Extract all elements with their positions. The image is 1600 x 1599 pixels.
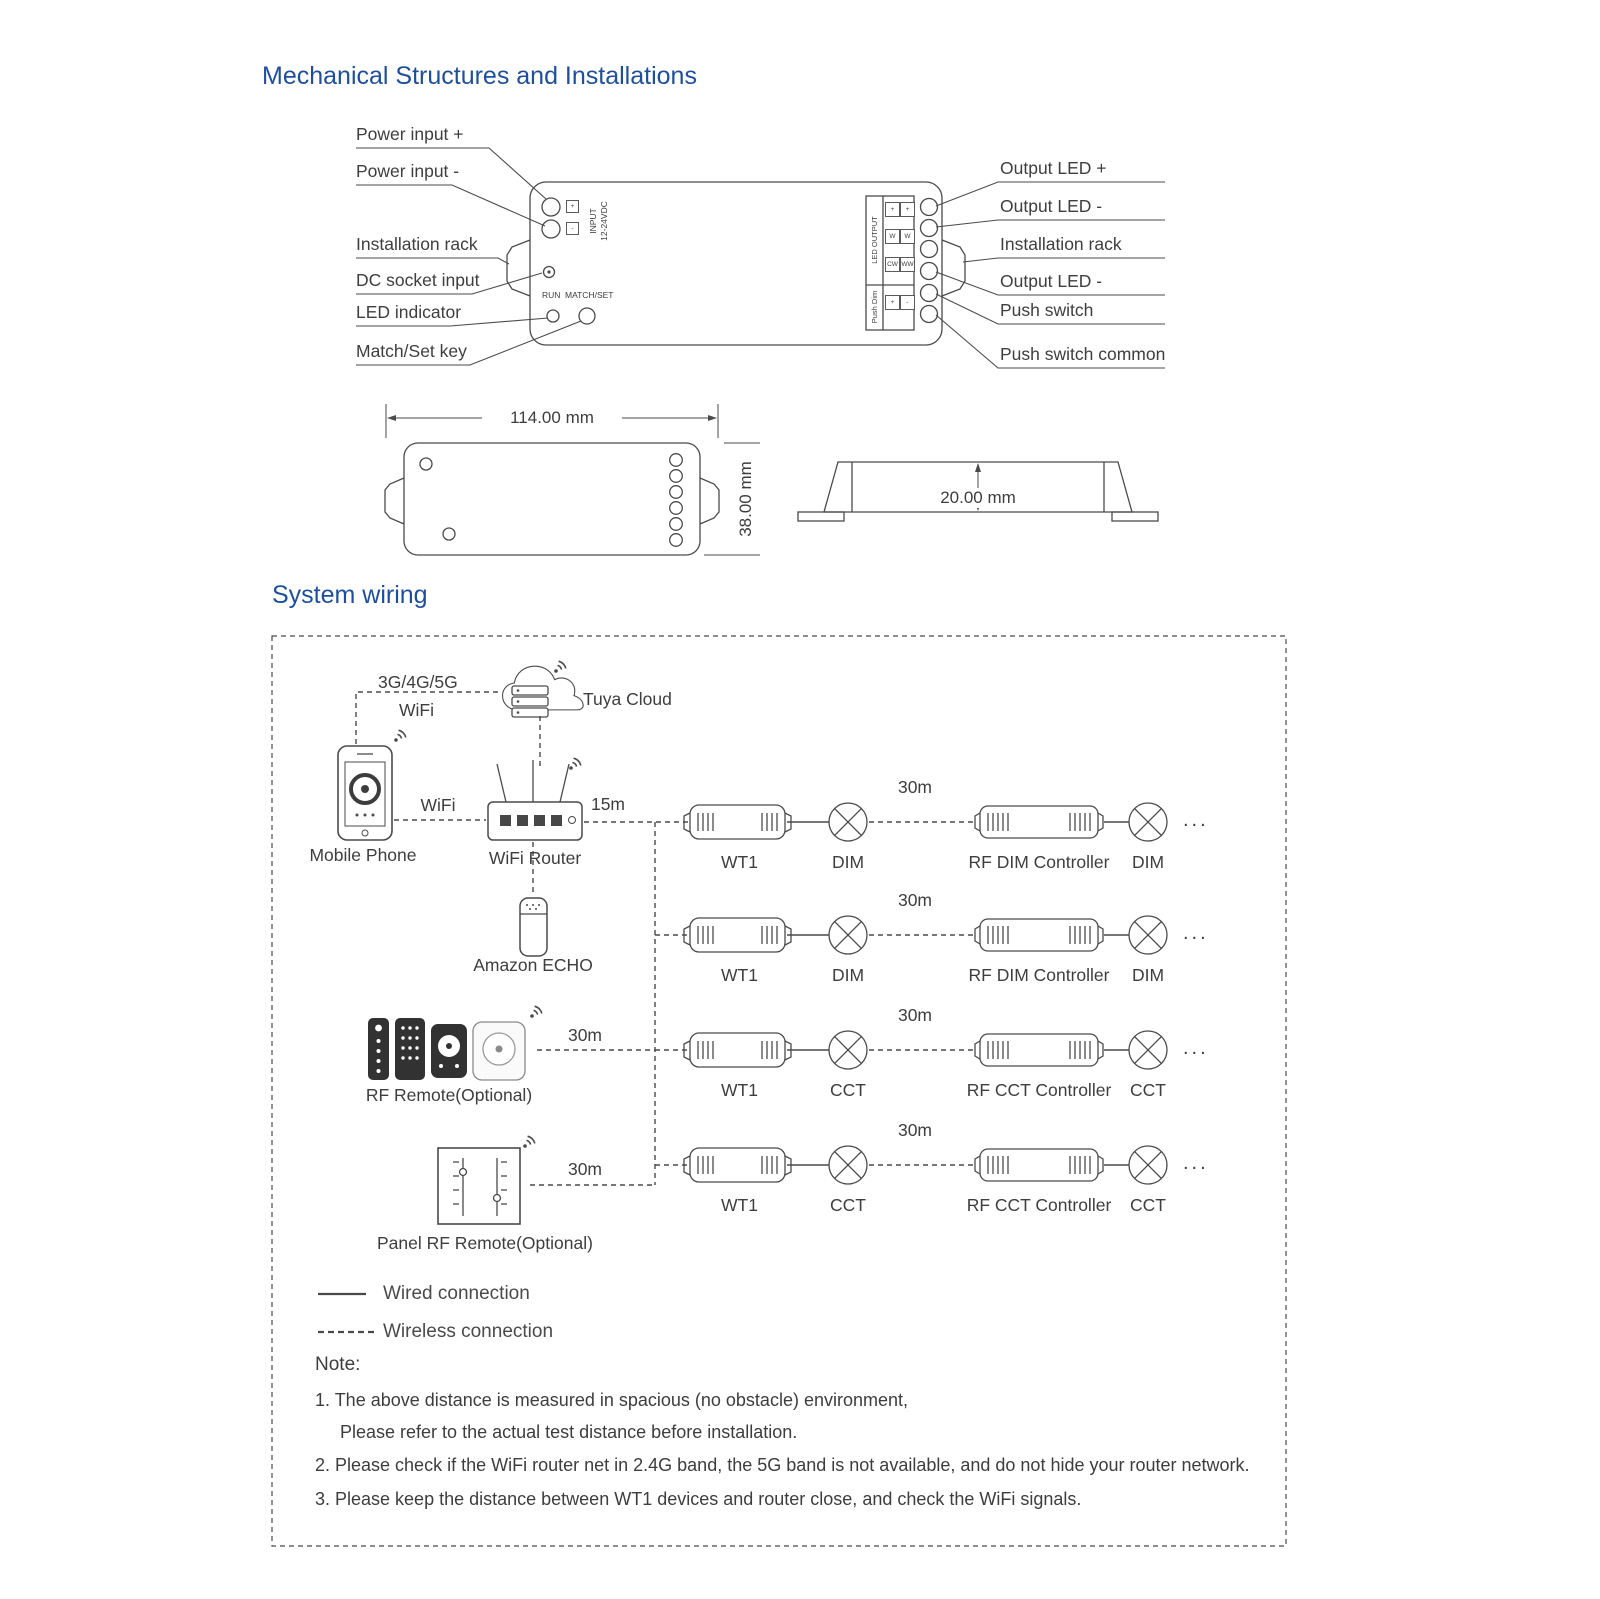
label-output-led-plus: Output LED + [1000, 158, 1107, 178]
terminal-mark: CW [885, 257, 900, 272]
lamp-icon [1129, 803, 1167, 841]
match-set-key-icon [579, 308, 595, 324]
leader-lines [356, 148, 1165, 368]
legend-wired-label: Wired connection [383, 1283, 530, 1304]
terminal-mark: + [900, 202, 915, 217]
wifi-signal-icon [530, 1006, 542, 1018]
mobile-phone-label: Mobile Phone [309, 845, 417, 865]
lamp-icon [829, 803, 867, 841]
run-text: RUN [542, 290, 561, 300]
label-push-switch: Push switch [1000, 300, 1094, 320]
rf-controller-icon [975, 1149, 1103, 1181]
led-indicator-icon [547, 310, 559, 322]
row-distance-label: 30m [897, 777, 933, 797]
installation-rack-left [507, 240, 530, 296]
wifi-router-label: WiFi Router [488, 848, 582, 868]
dimension-width-text: 114.00 mm [482, 408, 622, 428]
input-voltage-text [586, 189, 612, 253]
label-output-led-minus-2: Output LED - [1000, 271, 1103, 291]
controller-label: RF CCT Controller [966, 1195, 1112, 1215]
tuya-cloud-label: Tuya Cloud [583, 689, 672, 709]
wt1-device-icon [684, 918, 791, 952]
lamp-label: DIM [1131, 965, 1165, 985]
wireless-connections [356, 692, 973, 1185]
terminal-mark: WW [900, 257, 915, 272]
label-dc-socket-input: DC socket input [356, 270, 480, 290]
rf-controller-icon [975, 919, 1103, 951]
wt1-label: WT1 [721, 1080, 758, 1100]
tuya-cloud-icon [503, 666, 584, 717]
ellipsis: ... [1183, 809, 1209, 831]
wifi-link-label: WiFi [420, 795, 456, 815]
note-line-1b: Please refer to the actual test distance before installation. [340, 1422, 798, 1442]
match-set-text: MATCH/SET [565, 290, 614, 300]
power-input-plus-terminal [542, 198, 560, 216]
lamp-label: DIM [831, 965, 865, 985]
lamp-icon [1129, 1031, 1167, 1069]
label-power-input-minus: Power input - [356, 161, 460, 181]
input-text: INPUT [588, 208, 599, 234]
label-installation-rack-right: Installation rack [1000, 234, 1122, 254]
section-title-wiring: System wiring [272, 581, 428, 609]
row-distance-label: 30m [897, 1120, 933, 1140]
label-installation-rack-left: Installation rack [356, 234, 478, 254]
network-label-line2: WiFi [399, 700, 434, 720]
panel-remote-label: Panel RF Remote(Optional) [377, 1233, 593, 1253]
wired-connections [787, 822, 1129, 1165]
lamp-icon [1129, 1146, 1167, 1184]
wifi-signal-icon [569, 758, 581, 770]
terminal-mark: + [885, 202, 900, 217]
terminal-mark: - [900, 295, 915, 310]
wt1-label: WT1 [721, 852, 758, 872]
wifi-signal-icon [523, 1136, 535, 1148]
dimension-depth-text: 20.00 mm [908, 488, 1048, 508]
lamp-icon [829, 1146, 867, 1184]
note-line-3: 3. Please keep the distance between WT1 devices and router close, and check the WiFi signals. [315, 1489, 1082, 1509]
rf-controller-icon [975, 806, 1103, 838]
rf-remote-icons [368, 1018, 525, 1080]
label-match-set-key: Match/Set key [356, 341, 467, 361]
wifi-router-icon [488, 760, 582, 840]
label-led-indicator: LED indicator [356, 302, 462, 322]
ellipsis: ... [1183, 922, 1209, 944]
wt1-device-icon [684, 805, 791, 839]
ellipsis: ... [1183, 1152, 1209, 1174]
controller-label: RF DIM Controller [968, 965, 1110, 985]
label-output-led-minus-1: Output LED - [1000, 196, 1103, 216]
amazon-echo-label: Amazon ECHO [473, 955, 593, 975]
row-distance-label: 30m [897, 1005, 933, 1025]
section-title-mechanical: Mechanical Structures and Installations [262, 62, 697, 90]
mobile-phone-icon [338, 746, 392, 840]
wt1-device-icon [684, 1033, 791, 1067]
network-label-line1: 3G/4G/5G [378, 672, 458, 692]
lamp-label: DIM [1131, 852, 1165, 872]
led-output-text: LED OUTPUT [870, 216, 880, 264]
input-plus-mark: + [566, 200, 579, 213]
terminal-mark: W [885, 229, 900, 244]
lamp-label: CCT [830, 1195, 866, 1215]
lamp-label: CCT [1130, 1080, 1166, 1100]
wt1-label: WT1 [721, 965, 758, 985]
wt1-device-icon [684, 1148, 791, 1182]
push-dim-text: Push Dim [870, 290, 880, 324]
panel-remote-distance-label: 30m [567, 1159, 603, 1179]
label-push-switch-common: Push switch common [1000, 344, 1166, 364]
wifi-signal-icon [554, 661, 566, 673]
installation-rack-right [942, 240, 965, 296]
label-power-input-plus: Power input + [356, 124, 464, 144]
lamp-icon [829, 916, 867, 954]
rf-remote-label: RF Remote(Optional) [365, 1085, 533, 1105]
ellipsis: ... [1183, 1037, 1209, 1059]
controller-label: RF DIM Controller [968, 852, 1110, 872]
note-line-1: 1. The above distance is measured in spacious (no obstacle) environment, [315, 1390, 908, 1410]
controller-label: RF CCT Controller [966, 1080, 1112, 1100]
wt1-label: WT1 [721, 1195, 758, 1215]
router-distance-label: 15m [590, 794, 626, 814]
row-distance-label: 30m [897, 890, 933, 910]
lamp-label: DIM [831, 852, 865, 872]
input-minus-mark: - [566, 222, 579, 235]
lamp-icon [1129, 916, 1167, 954]
power-input-minus-terminal [542, 220, 560, 238]
note-title: Note: [315, 1354, 361, 1375]
terminal-mark: + [885, 295, 900, 310]
lamp-label: CCT [830, 1080, 866, 1100]
panel-remote-icon [438, 1148, 520, 1224]
rf-remote-distance-label: 30m [567, 1025, 603, 1045]
dimension-height-text: 38.00 mm [737, 444, 755, 554]
voltage-text: 12-24VDC [599, 201, 609, 241]
legend-wireless-label: Wireless connection [383, 1321, 554, 1342]
amazon-echo-icon [520, 898, 547, 956]
wifi-signal-icon [394, 730, 406, 742]
rf-controller-icon [975, 1034, 1103, 1066]
note-line-2: 2. Please check if the WiFi router net in 2.4G band, the 5G band is not available, and do not hide your router network. [315, 1455, 1250, 1475]
lamp-label: CCT [1130, 1195, 1166, 1215]
terminal-mark: W [900, 229, 915, 244]
lamp-icon [829, 1031, 867, 1069]
